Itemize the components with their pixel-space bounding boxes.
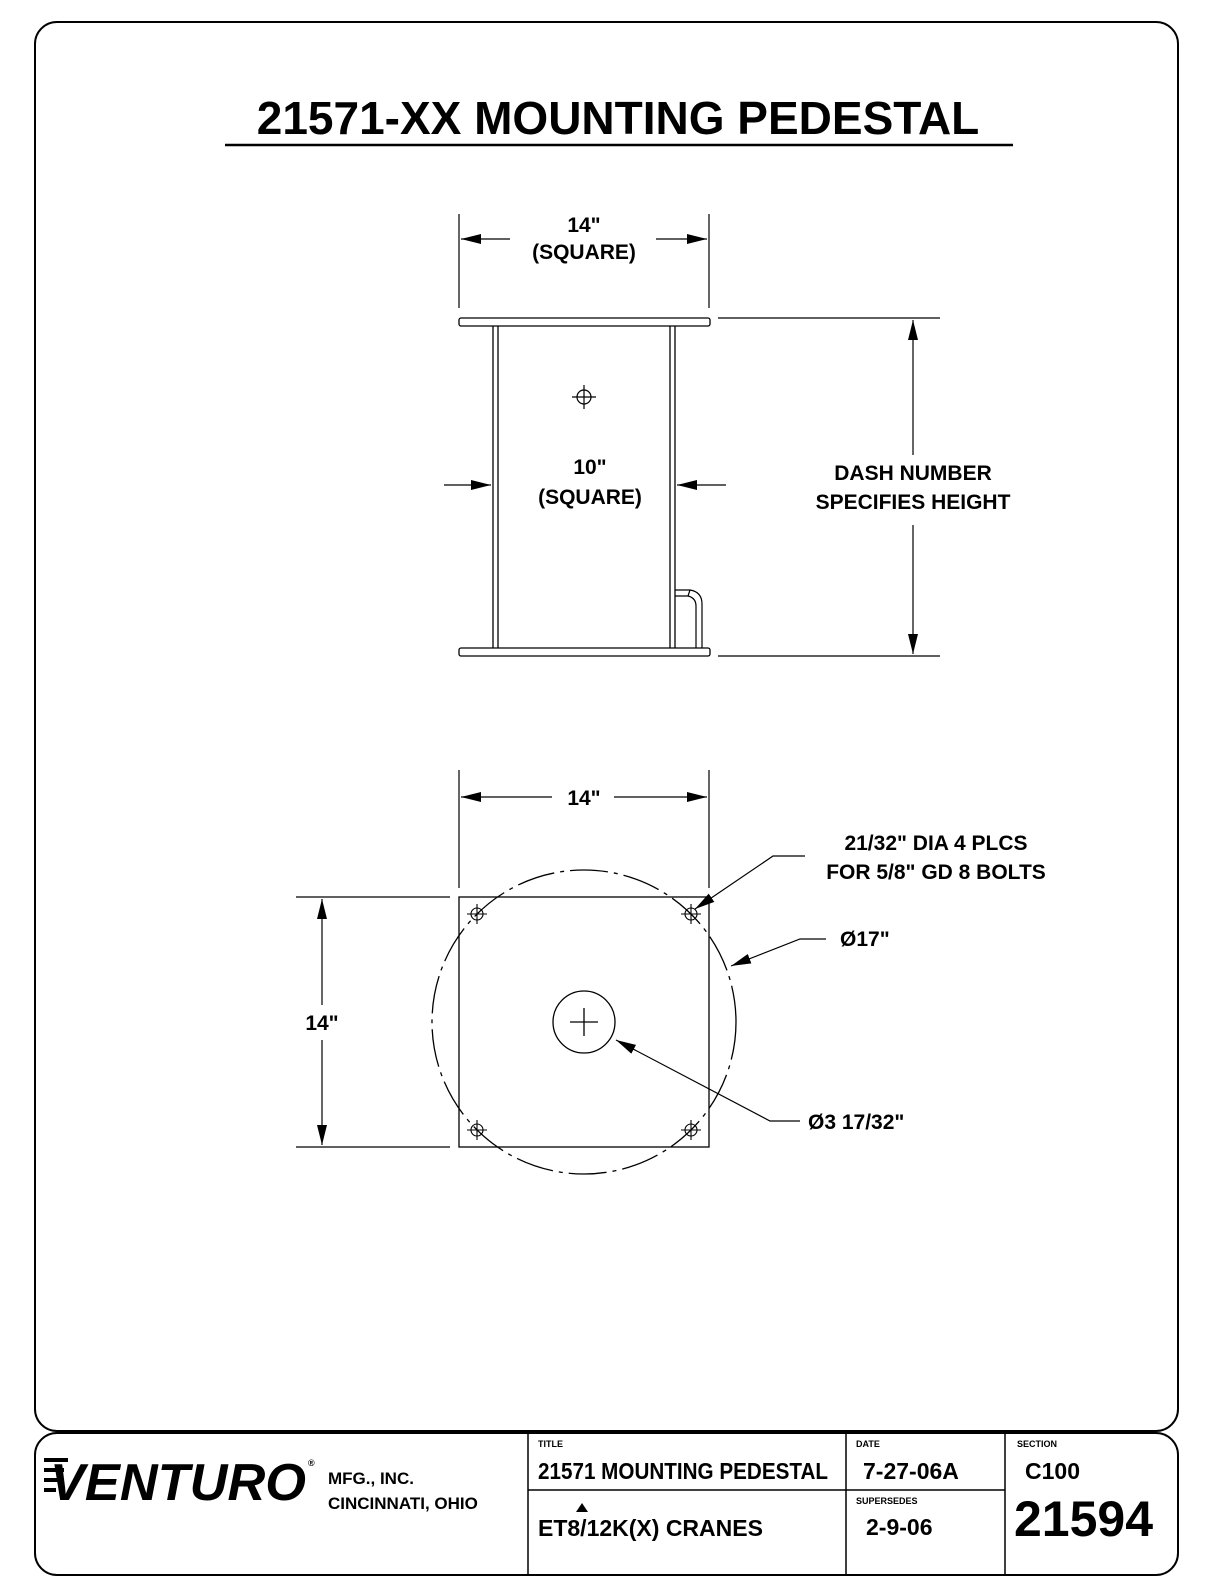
svg-text:VENTURO: VENTURO (50, 1454, 306, 1512)
tube-width-value: 10" (573, 456, 607, 479)
center-hole-label: Ø3 17/32" (808, 1111, 905, 1134)
top-plate (459, 318, 710, 326)
title-label: TITLE (538, 1439, 563, 1449)
date-label: DATE (856, 1439, 880, 1449)
side-view (444, 214, 1011, 656)
leader-line (616, 1040, 800, 1121)
height-note-line2: SPECIFIES HEIGHT (815, 491, 1011, 514)
revision-triangle-icon (576, 1503, 588, 1512)
leader-line (695, 856, 805, 909)
plan-width-label: 14" (567, 787, 601, 810)
leader-line (731, 939, 826, 966)
section-value: C100 (1025, 1458, 1080, 1484)
company-logo (44, 1454, 315, 1512)
height-note-line1: DASH NUMBER (834, 462, 992, 485)
company-location: CINCINNATI, OHIO (328, 1494, 478, 1513)
title-value: 21571 MOUNTING PEDESTAL (538, 1458, 828, 1484)
page-number: 21594 (1014, 1491, 1154, 1547)
drawing-border (35, 22, 1178, 1431)
bottom-plate (459, 648, 710, 656)
company-name: MFG., INC. (328, 1469, 414, 1488)
bolt-circle-label: Ø17" (840, 928, 890, 951)
title-block (35, 1433, 1178, 1575)
center-mark (572, 385, 596, 409)
hole-note-line1: 21/32" DIA 4 PLCS (844, 832, 1028, 855)
svg-text:®: ® (308, 1458, 315, 1468)
tube-width-note: (SQUARE) (538, 486, 642, 509)
plan-height-label: 14" (305, 1012, 339, 1035)
drawing-title: 21571-XX MOUNTING PEDESTAL (256, 92, 980, 144)
top-width-value: 14" (567, 214, 601, 237)
top-width-note: (SQUARE) (532, 241, 636, 264)
plan-view (296, 770, 1046, 1174)
supersedes-label: SUPERSEDES (856, 1496, 918, 1506)
subtitle-value: ET8/12K(X) CRANES (538, 1515, 763, 1541)
supersedes-value: 2-9-06 (866, 1514, 933, 1540)
gusset (675, 590, 702, 648)
date-value: 7-27-06A (863, 1458, 959, 1484)
section-label: SECTION (1017, 1439, 1058, 1449)
hole-note-line2: FOR 5/8" GD 8 BOLTS (826, 861, 1046, 884)
